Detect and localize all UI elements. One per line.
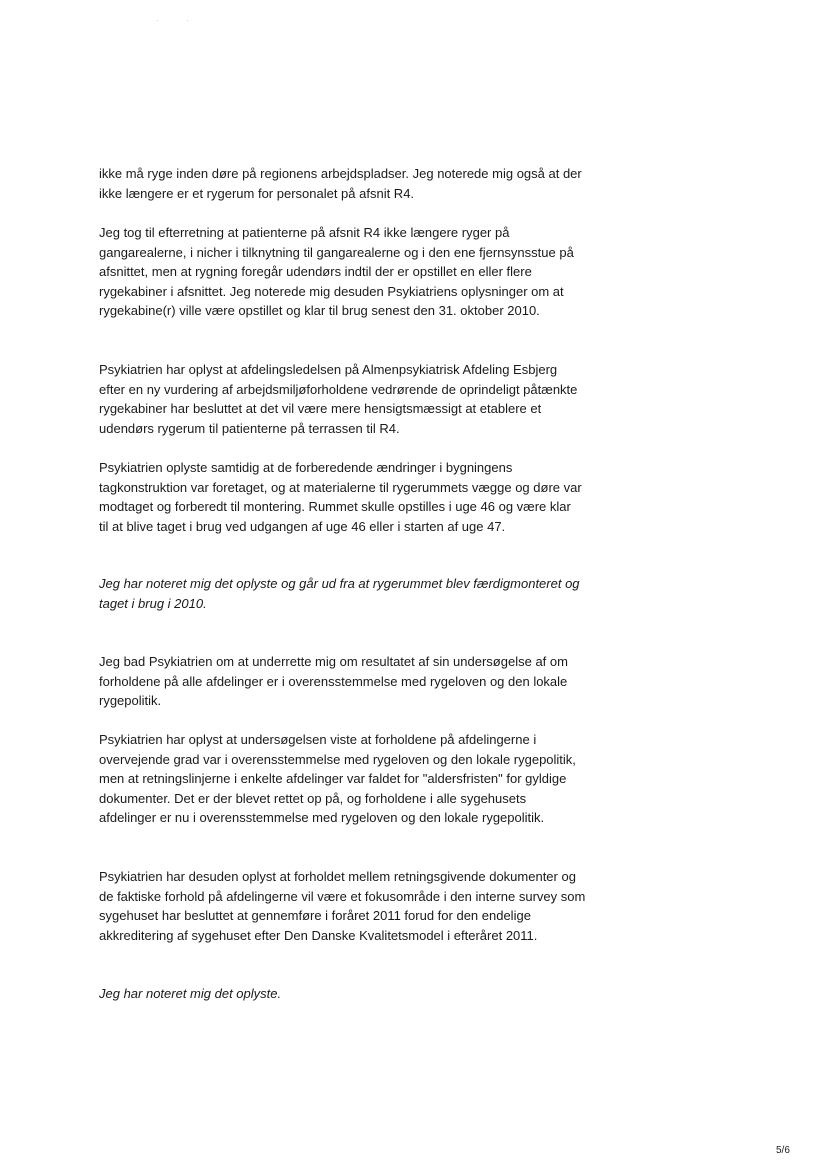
paragraph-patients-r4: Jeg tog til efterretning at patienterne på afsnit R4 ikke længere ryger på gangarealerne, i nicher i tilknytning til gangarealerne og i den ene fjernsynsstue på afsnittet, men at rygning foregår udendørs indtil der er opstillet en eller flere rygekabiner i afsnittet. Jeg noterede mig desuden Psykiatriens oplysninger om at rygekabine(r) ville være opstillet og klar til brug senest den 31. oktober 2010.	[99, 225, 574, 319]
scan-speck	[187, 20, 188, 21]
paragraph-ombudsman-note-1: Jeg har noteret mig det oplyste og går ud fra at rygerummet blev færdigmonteret og taget i brug i 2010.	[99, 576, 580, 611]
paragraph-outdoor-smoking-room: Psykiatrien har oplyst at afdelingsledelsen på Almenpsykiatrisk Afdeling Esbjerg efter en ny vurdering af arbejdsmiljøforholdene vedrørende de oprindeligt påtænkte rygekabiner har besluttet at det vil være mere hensigtsmæssigt at etablere et udendørs rygerum til patienterne på terrassen til R4.	[99, 362, 578, 436]
paragraph-investigation-request: Jeg bad Psykiatrien om at underrette mig om resultatet af sin undersøgelse af om forholdene på alle afdelinger er i overensstemmelse med rygeloven og den lokale rygepolitik.	[99, 654, 568, 709]
paragraph-smoking-indoors: ikke må ryge inden døre på regionens arbejdspladser. Jeg noterede mig også at der ikke længere er et rygerum for personalet på afsnit R4.	[99, 166, 582, 201]
paragraph-ombudsman-note-2: Jeg har noteret mig det oplyste.	[99, 986, 282, 1001]
page-number: 5/6	[776, 1145, 790, 1156]
paragraph-investigation-result: Psykiatrien har oplyst at undersøgelsen viste at forholdene på afdelingerne i overvejende grad var i overensstemmelse med rygeloven og den lokale rygepolitik, men at retningslinjerne i enkelte afdelinger var faldet for "aldersfristen" for gyldige dokumenter. Det er der blevet rettet op på, og forholdene i alle sygehusets afdelinger er nu i overensstemmelse med rygeloven og den lokale rygepolitik.	[99, 732, 576, 826]
paragraph-preparatory-changes: Psykiatrien oplyste samtidig at de forberedende ændringer i bygningens tagkonstruktion var foretaget, og at materialerne til rygerummets vægge og døre var modtaget og forberedt til montering. Rummet skulle opstilles i uge 46 og være klar til at blive taget i brug ved udgangen af uge 46 eller i starten af uge 47.	[99, 460, 582, 534]
paragraph-internal-survey: Psykiatrien har desuden oplyst at forholdet mellem retningsgivende dokumenter og de faktiske forhold på afdelingerne vil være et fokusområde i den interne survey som sygehuset har besluttet at gennemføre i foråret 2011 forud for den endelige akkreditering af sygehuset efter Den Danske Kvalitetsmodel i efteråret 2011.	[99, 869, 586, 943]
scan-speck	[157, 20, 158, 21]
